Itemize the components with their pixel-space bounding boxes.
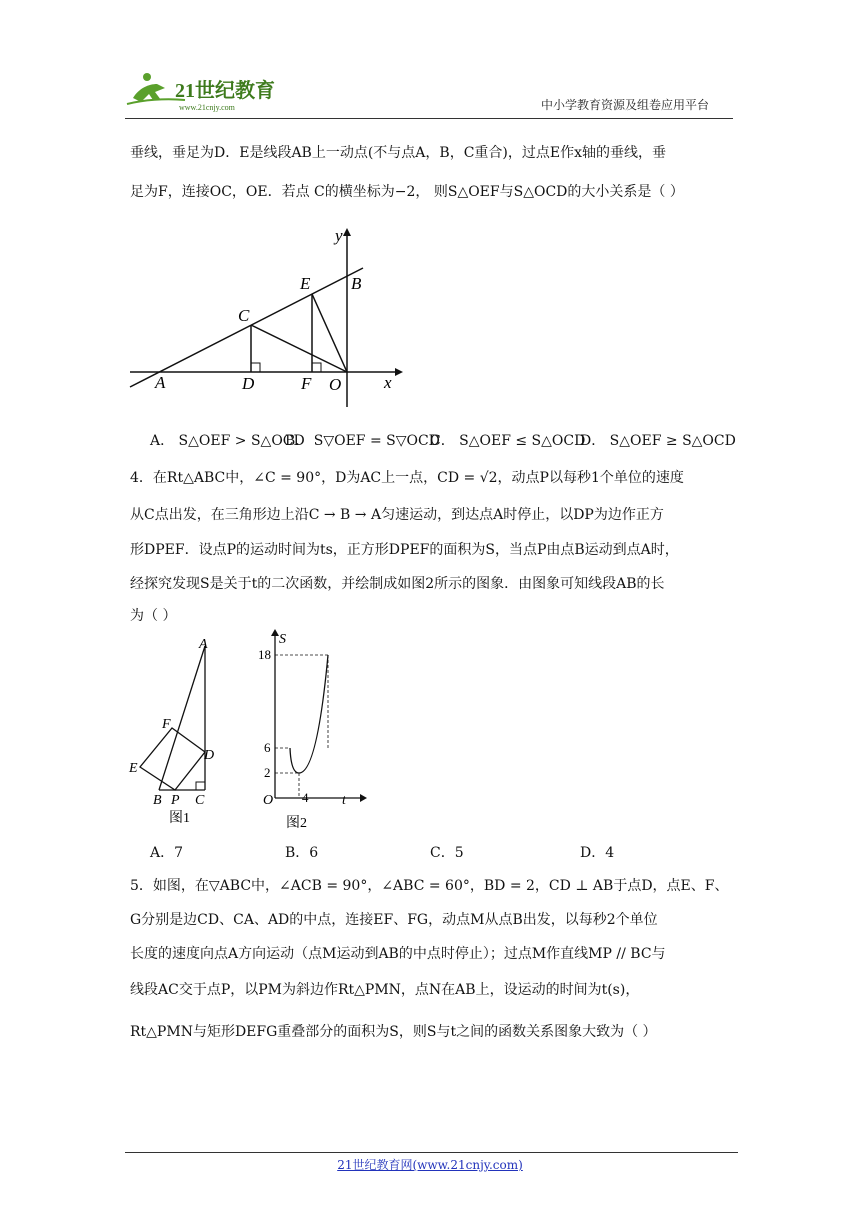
q3-option-a: A． S△OEF > S△OCD	[150, 433, 305, 449]
fig2-tick-2: 2	[264, 765, 271, 780]
fig2-label-t: t	[342, 793, 346, 808]
fig2-caption: 图2	[286, 816, 307, 831]
label-E: E	[300, 274, 311, 293]
fig2-label-O: O	[263, 793, 274, 808]
footer-divider	[125, 1152, 738, 1153]
label-y: y	[335, 226, 343, 245]
q5-text-line3: 长度的速度向点A方向运动（点M运动到AB的中点时停止）；过点M作直线MP // BC与	[130, 946, 666, 962]
q5-text-line5: Rt△PMN与矩形DEFG重叠部分的面积为S，则S与t之间的函数关系图象大致为（ ）	[130, 1024, 657, 1040]
q4-text-line2: 从C点出发，在三角形边上沿C → B → A匀速运动，到达点A时停止，以DP为边作正方	[130, 507, 664, 523]
q4-text-line1: 4．在Rt△ABC中，∠C = 90°，D为AC上一点，CD = √2，动点P以每秒1个单位的速度	[130, 470, 684, 486]
q4-option-a: A．7	[150, 845, 184, 861]
q4-figure-2	[255, 628, 375, 833]
q3-option-b: B． S▽OEF = S▽OCD	[285, 433, 440, 449]
q3-text-line2: 足为F，连接OC，OE．若点 C的横坐标为−2， 则S△OEF与S△OCD的大小关系是（ ）	[130, 184, 684, 200]
label-D: D	[242, 374, 255, 393]
logo-url: www.21cnjy.com	[179, 103, 235, 112]
fig1-label-C: C	[195, 793, 205, 808]
fig1-label-E: E	[129, 761, 138, 776]
fig1-label-D: D	[204, 748, 215, 763]
q4-text-line5: 为（ ）	[130, 608, 177, 624]
label-x: x	[384, 373, 392, 392]
q4-option-c: C．5	[430, 845, 464, 861]
q4-option-d: D．4	[580, 845, 615, 861]
site-logo	[125, 70, 290, 115]
label-C: C	[238, 306, 250, 325]
q4-text-line3: 形DPEF．设点P的运动时间为ts，正方形DPEF的面积为S，当点P由点B运动到点A时，	[130, 542, 679, 558]
fig2-label-S: S	[279, 632, 286, 647]
fig2-tick-18: 18	[258, 647, 271, 662]
logo-text: 21世纪教育	[175, 80, 275, 102]
label-O: O	[329, 375, 342, 394]
platform-name: 中小学教育资源及组卷应用平台	[541, 98, 710, 112]
q4-text-line4: 经探究发现S是关于t的二次函数，并绘制成如图2所示的图象．由图象可知线段AB的长	[130, 576, 665, 592]
fig1-label-B: B	[153, 793, 162, 808]
q5-text-line4: 线段AC交于点P，以PM为斜边作Rt△PMN，点N在AB上，设运动的时间为t(s)，	[130, 982, 640, 998]
q3-text-line1: 垂线，垂足为D．E是线段AB上一动点(不与点A，B，C重合)，过点E作x轴的垂线，垂	[130, 145, 666, 161]
fig2-tick-4: 4	[302, 790, 309, 805]
q3-option-d: D． S△OEF ≥ S△OCD	[580, 433, 736, 449]
label-B: B	[351, 274, 362, 293]
q5-text-line1: 5．如图，在▽ABC中，∠ACB = 90°，∠ABC = 60°，BD = 2，CD ⊥ AB于点D，点E、F、	[130, 878, 729, 894]
label-F: F	[301, 374, 312, 393]
q4-option-b: B．6	[285, 845, 319, 861]
fig1-label-A: A	[199, 637, 208, 652]
fig1-caption: 图1	[169, 811, 190, 826]
q3-option-c: C． S△OEF ≤ S△OCD	[430, 433, 586, 449]
footer-link[interactable]: 21世纪教育网(www.21cnjy.com)	[337, 1158, 523, 1172]
fig1-label-F: F	[162, 717, 171, 732]
fig2-tick-6: 6	[264, 740, 271, 755]
fig1-label-P: P	[171, 793, 180, 808]
q5-text-line2: G分别是边CD、CA、AD的中点，连接EF、FG，动点M从点B出发，以每秒2个单位	[130, 912, 658, 928]
q4-figure-1	[125, 632, 225, 832]
q3-coordinate-figure	[125, 222, 415, 412]
label-A: A	[155, 373, 166, 392]
header-divider	[125, 118, 733, 119]
